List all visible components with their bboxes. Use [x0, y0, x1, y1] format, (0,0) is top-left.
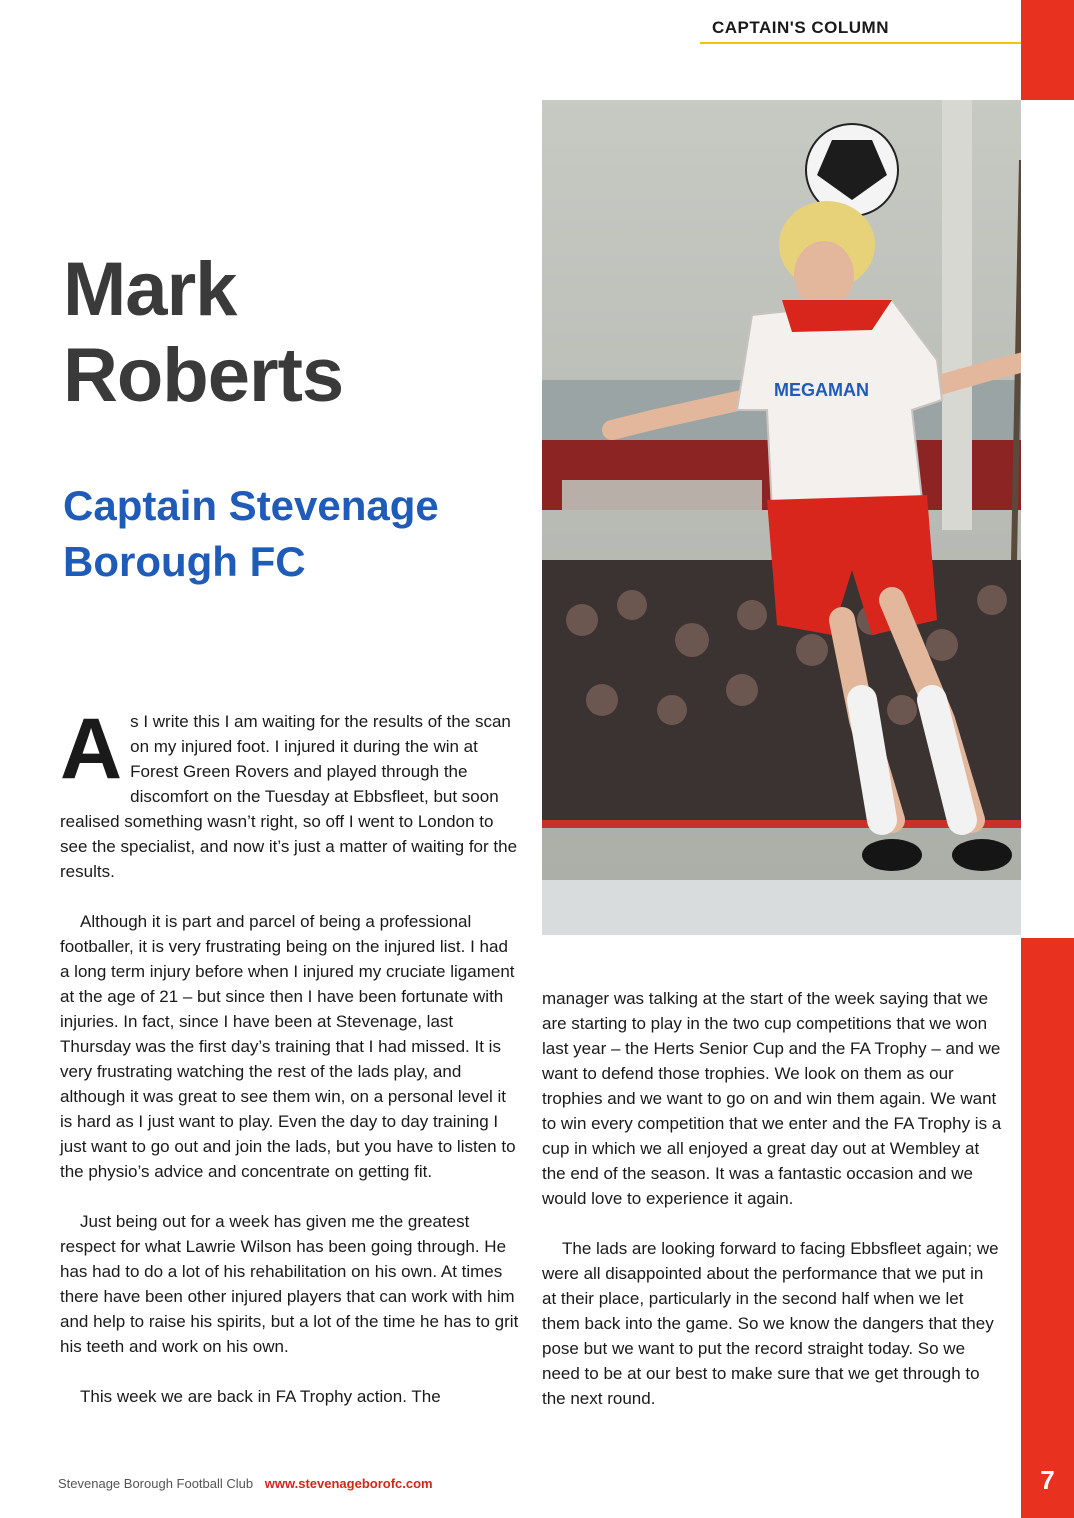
- article-subtitle: Captain Stevenage Borough FC: [63, 482, 439, 585]
- paragraph-3: Just being out for a week has given me the greatest respect for what Lawrie Wilson has been going through. He has had to do a lot of his rehabilitation on his own. At times there have been other injured players that can work with him and help to raise his spirits, but a lot of the time he has to grit his teeth and work on his own.: [60, 1212, 519, 1356]
- paragraph-2: Although it is part and parcel of being a professional footballer, it is very frustrating being on the injured list. I had a long term injury before when I injured my cruciate ligament at the age of 21 – but since then I have been fortunate with injuries. In fact, since I have been at Stevenage, last Thursday was the first day’s training that I had missed. It is very frustrating watching the rest of the lads play, and although it was great to see them win, on a personal level it is hard as I just want to play. Even the day to day training I just want to go out and join the lads, but you have to listen to the physio’s advice and concentrate on getting fit.: [60, 912, 516, 1181]
- article-column-left: [60, 701, 520, 1434]
- red-edge-bar-top: [1021, 0, 1074, 100]
- paragraph-intro: As I write this I am waiting for the results of the scan on my injured foot. I injured it during the win at Forest Green Rovers and played through the discomfort on the Tuesday at Ebbsfleet, but soon realised something wasn’t right, so off I went to London to see the specialist, and now it’s just a matter of waiting for the results.: [60, 701, 518, 881]
- article-title: Mark Roberts: [63, 247, 344, 418]
- paragraph-6: The lads are looking forward to facing Ebbsfleet again; we were all disappointed about the performance that we put in at their place, particularly in the second half when we let them back into the game. So we know the dangers that they pose but we want to put the record straight today. So we need to be at our best to make sure that we get through to the next round.: [542, 1239, 999, 1408]
- paragraph-4: This week we are back in FA Trophy action. The: [80, 1387, 441, 1406]
- shirt-sponsor: MEGAMAN: [774, 380, 869, 400]
- page-footer: [58, 1476, 433, 1491]
- player-heading-ball-illustration: [542, 100, 1021, 935]
- header-divider: [700, 42, 1021, 44]
- red-edge-bar-bottom: [1021, 938, 1074, 1518]
- paragraph-5: manager was talking at the start of the week saying that we are starting to play in the two cup competitions that we won last year – the Herts Senior Cup and the FA Trophy – and we want to defend those trophies. We look on them as our trophies and we want to go on and win them again. We want to win every competition that we enter and the FA Trophy is a cup in which we all enjoyed a great day out at Wembley at the end of the season. It was a fantastic occasion and we would love to experience it again.: [542, 989, 1002, 1208]
- page-number: 7: [1040, 1465, 1055, 1495]
- footer-url[interactable]: www.stevenageborofc.com: [264, 1476, 433, 1491]
- drop-cap: A: [60, 701, 123, 797]
- section-label: CAPTAIN'S COLUMN: [712, 18, 889, 37]
- player-photo: [542, 100, 1021, 935]
- article-column-right: [542, 986, 1002, 1436]
- footer-club-name: Stevenage Borough Football Club: [58, 1476, 254, 1491]
